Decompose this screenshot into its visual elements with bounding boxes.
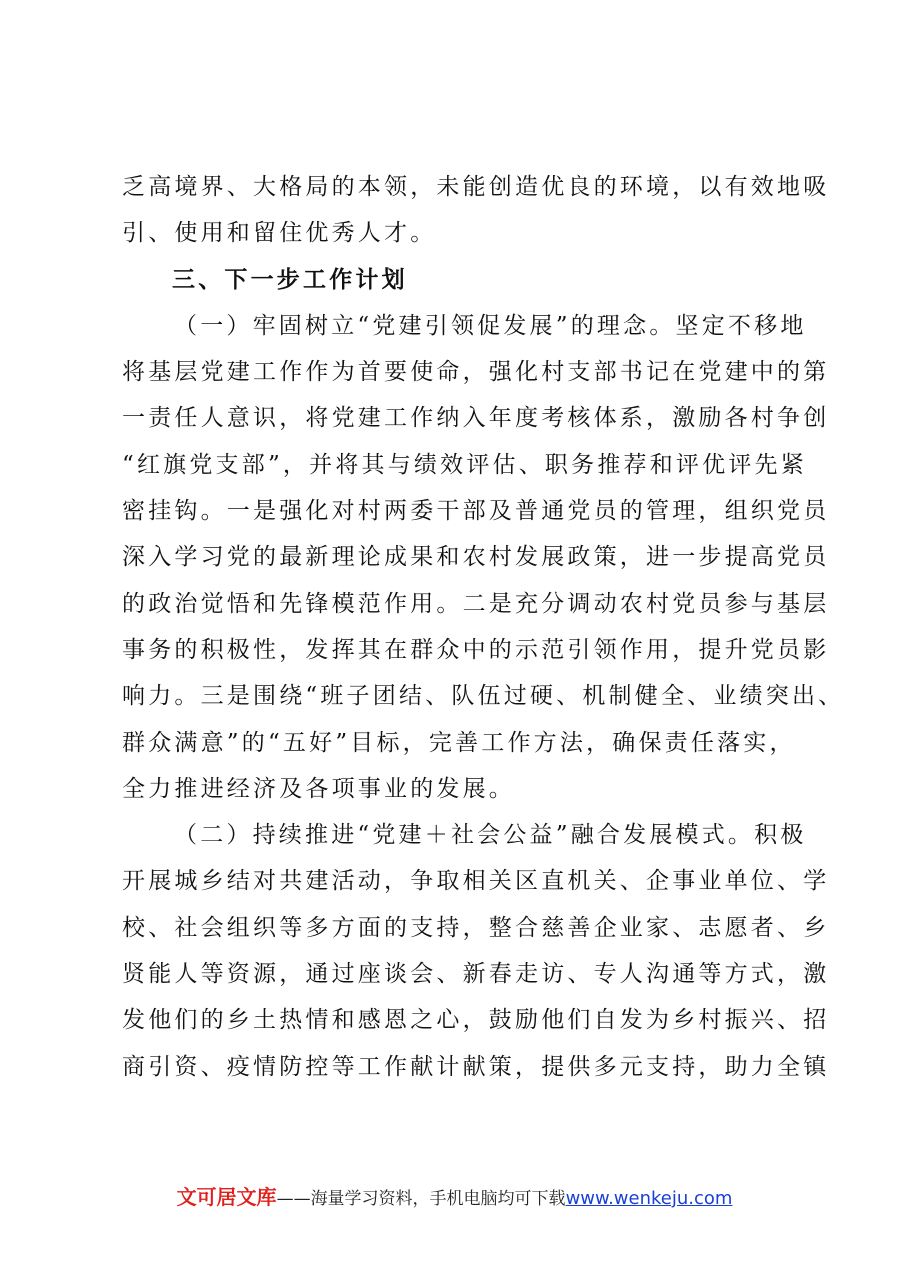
paragraph-line: 密挂钩。一是强化对村两委干部及普通党员的管理，组织党员 xyxy=(122,498,830,525)
page-footer xyxy=(0,1181,909,1210)
footer-url-link[interactable]: www.wenkeju.com xyxy=(565,1188,733,1209)
paragraph-line: 开展城乡结对共建活动，争取相关区直机关、企事业单位、学 xyxy=(122,868,830,895)
paragraph-line: 商引资、疫情防控等工作献计献策，提供多元支持，助力全镇 xyxy=(122,1053,830,1080)
paragraph-line: 事务的积极性，发挥其在群众中的示范引领作用，提升党员影 xyxy=(122,636,830,663)
document-body xyxy=(122,164,845,1090)
paragraph-line: 响力。三是围绕“班子团结、队伍过硬、机制健全、业绩突出、 xyxy=(122,683,845,710)
section-heading: 三、下一步工作计划 xyxy=(172,265,408,293)
paragraph-line: 将基层党建工作作为首要使命，强化村支部书记在党建中的第 xyxy=(122,359,830,386)
paragraph-line: “红旗党支部”，并将其与绩效评估、职务推荐和评优评先紧 xyxy=(122,451,807,478)
paragraph-line: 深入学习党的最新理论成果和农村发展政策，进一步提高党员 xyxy=(122,544,830,571)
paragraph-line: 发他们的乡土热情和感恩之心，鼓励他们自发为乡村振兴、招 xyxy=(122,1007,830,1034)
paragraph-line: 全力推进经济及各项事业的发展。 xyxy=(122,775,515,802)
paragraph-line: 群众满意”的“五好”目标，完善工作方法，确保责任落实， xyxy=(122,729,796,756)
paragraph-line: 校、社会组织等多方面的支持，整合慈善企业家、志愿者、乡 xyxy=(122,914,830,941)
paragraph-line: 的政治觉悟和先锋模范作用。二是充分调动农村党员参与基层 xyxy=(122,590,830,617)
paragraph-line: 一责任人意识，将党建工作纳入年度考核体系，激励各村争创 xyxy=(122,405,830,432)
footer-dash: —— xyxy=(276,1189,311,1209)
paragraph-line: 乏高境界、大格局的本领，未能创造优良的环境，以有效地吸 xyxy=(122,174,830,200)
footer-tagline: 海量学习资料，手机电脑均可下载 xyxy=(310,1189,566,1209)
footer-brand: 文可居文库 xyxy=(176,1185,277,1209)
paragraph-line: （二）持续推进“党建＋社会公益”融合发展模式。积极 xyxy=(174,822,807,849)
paragraph-line: 贤能人等资源，通过座谈会、新春走访、专人沟通等方式，激 xyxy=(122,961,830,988)
paragraph-line: （一）牢固树立“党建引领促发展”的理念。坚定不移地 xyxy=(174,312,807,339)
paragraph-line: 引、使用和留住优秀人才。 xyxy=(122,220,437,247)
